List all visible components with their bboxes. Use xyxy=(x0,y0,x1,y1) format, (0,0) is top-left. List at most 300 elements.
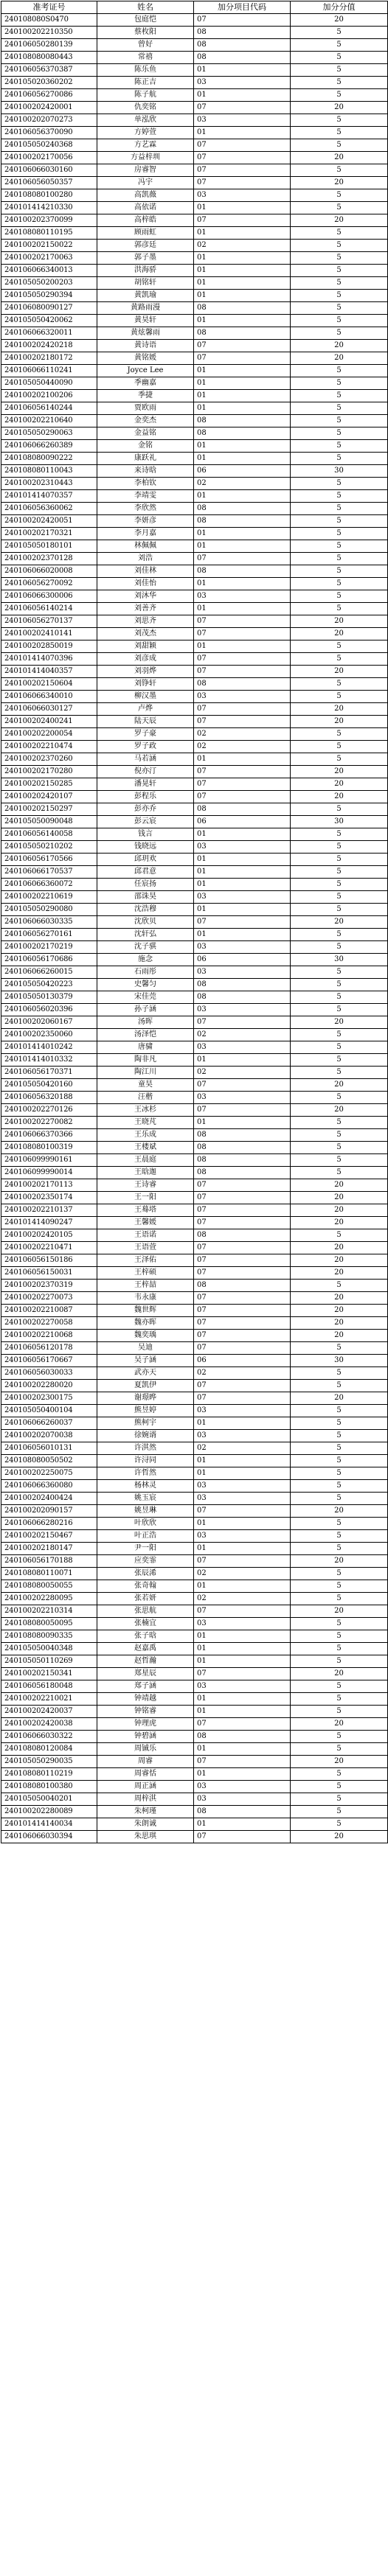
table-row xyxy=(1,27,388,39)
table-row xyxy=(1,1192,388,1204)
table-row xyxy=(1,628,388,640)
name-cell: 周梓淇 xyxy=(97,1793,194,1806)
exam-id-cell: 240100202150297 xyxy=(1,803,97,816)
exam-id-cell: 240100202210474 xyxy=(1,741,97,753)
table-row xyxy=(1,1204,388,1217)
bonus-points-cell: 20 xyxy=(291,102,388,114)
bonus-code-cell: 07 xyxy=(194,916,291,929)
exam-id-cell: 240100202270126 xyxy=(1,1104,97,1117)
bonus-code-cell: 01 xyxy=(194,1117,291,1129)
exam-id-cell: 240101414210330 xyxy=(1,202,97,214)
name-cell: 刘佳怡 xyxy=(97,578,194,590)
exam-id-cell: 240100202280095 xyxy=(1,1593,97,1605)
exam-id-cell: 240100202270073 xyxy=(1,1292,97,1305)
bonus-code-cell: 03 xyxy=(194,114,291,127)
exam-id-cell: 240100202210068 xyxy=(1,1330,97,1342)
name-cell: 王梓喆 xyxy=(97,1280,194,1292)
exam-id-cell: 240108080090335 xyxy=(1,1630,97,1643)
table-row xyxy=(1,377,388,390)
name-cell: 沈浩穆 xyxy=(97,904,194,916)
bonus-points-cell: 5 xyxy=(291,841,388,854)
bonus-code-cell: 07 xyxy=(194,1317,291,1330)
table-row xyxy=(1,440,388,453)
table-row xyxy=(1,1756,388,1768)
bonus-code-cell: 07 xyxy=(194,778,291,791)
name-cell: 李靖雯 xyxy=(97,490,194,503)
name-cell: 赵哲瀚 xyxy=(97,1655,194,1668)
bonus-code-cell: 01 xyxy=(194,1655,291,1668)
bonus-points-cell: 5 xyxy=(291,678,388,691)
exam-id-cell: 240100202150604 xyxy=(1,678,97,691)
name-cell: 刘佳林 xyxy=(97,565,194,578)
exam-id-cell: 240105050290063 xyxy=(1,427,97,440)
bonus-code-cell: 03 xyxy=(194,1781,291,1793)
bonus-points-cell: 20 xyxy=(291,1330,388,1342)
bonus-code-cell: 01 xyxy=(194,315,291,327)
exam-id-cell: 240106066110241 xyxy=(1,365,97,377)
name-cell: 汤晖 xyxy=(97,1016,194,1029)
table-row xyxy=(1,666,388,678)
table-row xyxy=(1,453,388,465)
bonus-code-cell: 03 xyxy=(194,891,291,904)
bonus-points-cell: 5 xyxy=(291,252,388,265)
bonus-points-cell: 5 xyxy=(291,1342,388,1355)
name-cell: 王冰杉 xyxy=(97,1104,194,1117)
name-cell: 蔡枚阳 xyxy=(97,27,194,39)
bonus-points-cell: 20 xyxy=(291,1242,388,1254)
bonus-points-cell: 20 xyxy=(291,1756,388,1768)
exam-id-cell: 240105050240368 xyxy=(1,139,97,152)
name-cell: 陈乐鱼 xyxy=(97,64,194,77)
name-cell: 罗子政 xyxy=(97,741,194,753)
exam-id-cell: 240106066030335 xyxy=(1,916,97,929)
name-cell: 吴迪 xyxy=(97,1342,194,1355)
exam-id-cell: 240106066340010 xyxy=(1,691,97,703)
bonus-code-cell: 08 xyxy=(194,39,291,52)
exam-id-cell: 240105050180101 xyxy=(1,540,97,553)
exam-id-cell: 240106056270086 xyxy=(1,89,97,102)
bonus-code-cell: 01 xyxy=(194,904,291,916)
bonus-points-cell: 20 xyxy=(291,1292,388,1305)
exam-id-cell: 240100202370099 xyxy=(1,214,97,227)
bonus-code-cell: 07 xyxy=(194,177,291,189)
table-row xyxy=(1,1417,388,1430)
bonus-points-cell: 5 xyxy=(291,52,388,64)
bonus-points-cell: 5 xyxy=(291,1580,388,1593)
table-row xyxy=(1,1142,388,1154)
table-row xyxy=(1,904,388,916)
name-cell: 刘羽烨 xyxy=(97,666,194,678)
name-cell: 张奇翰 xyxy=(97,1580,194,1593)
table-row xyxy=(1,515,388,528)
exam-id-cell: 240100202170321 xyxy=(1,528,97,540)
name-cell: 许浔同 xyxy=(97,1455,194,1467)
exam-id-cell: 240100202210137 xyxy=(1,1204,97,1217)
header-bonus-points: 加分分值 xyxy=(291,1,388,14)
name-cell: 刘茂杰 xyxy=(97,628,194,640)
bonus-code-cell: 01 xyxy=(194,1818,291,1831)
exam-id-cell: 240100202310443 xyxy=(1,478,97,490)
bonus-code-cell: 08 xyxy=(194,991,291,1004)
bonus-code-cell: 03 xyxy=(194,1004,291,1016)
table-row xyxy=(1,1568,388,1580)
name-cell: 包庭恺 xyxy=(97,14,194,27)
exam-id-cell: 240106056050357 xyxy=(1,177,97,189)
name-cell: 汤泽恺 xyxy=(97,1029,194,1041)
exam-id-cell: 240106066260037 xyxy=(1,1417,97,1430)
bonus-points-cell: 5 xyxy=(291,1430,388,1442)
table-row xyxy=(1,1405,388,1417)
bonus-points-cell: 5 xyxy=(291,979,388,991)
bonus-points-cell: 5 xyxy=(291,854,388,866)
bonus-points-cell: 5 xyxy=(291,402,388,415)
bonus-code-cell: 03 xyxy=(194,1530,291,1543)
bonus-points-cell: 5 xyxy=(291,127,388,139)
bonus-points-cell: 20 xyxy=(291,14,388,27)
exam-id-cell: 240100202210314 xyxy=(1,1605,97,1618)
bonus-code-cell: 03 xyxy=(194,941,291,954)
bonus-points-cell: 20 xyxy=(291,666,388,678)
bonus-code-cell: 07 xyxy=(194,653,291,666)
table-row xyxy=(1,1254,388,1267)
name-cell: 张思航 xyxy=(97,1605,194,1618)
table-row xyxy=(1,1818,388,1831)
bonus-code-cell: 07 xyxy=(194,1079,291,1092)
exam-id-cell: 240105050290080 xyxy=(1,904,97,916)
bonus-code-cell: 01 xyxy=(194,227,291,240)
table-row xyxy=(1,240,388,252)
table-row xyxy=(1,1067,388,1079)
bonus-code-cell: 07 xyxy=(194,1392,291,1405)
bonus-points-cell: 20 xyxy=(291,703,388,716)
name-cell: 柳汉墨 xyxy=(97,691,194,703)
table-row xyxy=(1,766,388,778)
bonus-code-cell: 01 xyxy=(194,1580,291,1593)
bonus-code-cell: 01 xyxy=(194,578,291,590)
bonus-code-cell: 07 xyxy=(194,703,291,716)
bonus-points-cell: 5 xyxy=(291,503,388,515)
exam-id-cell: 240105050210202 xyxy=(1,841,97,854)
bonus-code-cell: 03 xyxy=(194,1480,291,1493)
exam-id-cell: 240100202070038 xyxy=(1,1430,97,1442)
bonus-code-cell: 07 xyxy=(194,716,291,728)
table-row xyxy=(1,1367,388,1380)
bonus-points-cell: 20 xyxy=(291,177,388,189)
bonus-code-cell: 01 xyxy=(194,1768,291,1781)
name-cell: 汪楷 xyxy=(97,1092,194,1104)
name-cell: 徐婉谞 xyxy=(97,1430,194,1442)
bonus-points-cell: 5 xyxy=(291,39,388,52)
table-row xyxy=(1,1493,388,1505)
table-row xyxy=(1,52,388,64)
exam-id-cell: 240105050290394 xyxy=(1,290,97,302)
exam-id-cell: 240100202420105 xyxy=(1,1229,97,1242)
name-cell: 陶江川 xyxy=(97,1067,194,1079)
table-row xyxy=(1,1117,388,1129)
bonus-points-cell: 5 xyxy=(291,1167,388,1179)
bonus-points-cell: 20 xyxy=(291,766,388,778)
table-row xyxy=(1,1004,388,1016)
exam-id-cell: 240106066020008 xyxy=(1,565,97,578)
exam-id-cell: 240106056150186 xyxy=(1,1254,97,1267)
exam-id-cell: 240100202420218 xyxy=(1,340,97,352)
table-row xyxy=(1,1655,388,1668)
name-cell: 贾欧雨 xyxy=(97,402,194,415)
table-row xyxy=(1,753,388,766)
table-row xyxy=(1,503,388,515)
bonus-code-cell: 08 xyxy=(194,1731,291,1743)
exam-id-cell: 240106056010131 xyxy=(1,1442,97,1455)
header-exam-id: 准考证号 xyxy=(1,1,97,14)
bonus-code-cell: 01 xyxy=(194,290,291,302)
exam-id-cell: 240100202090157 xyxy=(1,1505,97,1518)
exam-id-cell: 240106066260389 xyxy=(1,440,97,453)
name-cell: 倪亦汀 xyxy=(97,766,194,778)
table-row xyxy=(1,1555,388,1568)
bonus-code-cell: 08 xyxy=(194,678,291,691)
exam-id-cell: 240100202420037 xyxy=(1,1706,97,1718)
name-cell: 刘善齐 xyxy=(97,603,194,615)
bonus-code-cell: 06 xyxy=(194,465,291,478)
name-cell: 单泓欣 xyxy=(97,114,194,127)
exam-id-cell: 240100202370128 xyxy=(1,553,97,565)
name-cell: 金益铭 xyxy=(97,427,194,440)
exam-id-cell: 240106056170686 xyxy=(1,954,97,966)
table-row xyxy=(1,214,388,227)
table-row xyxy=(1,1605,388,1618)
bonus-code-cell: 08 xyxy=(194,565,291,578)
name-cell: 胡铭轩 xyxy=(97,277,194,290)
name-cell: 来诗晗 xyxy=(97,465,194,478)
bonus-code-cell: 07 xyxy=(194,1380,291,1392)
bonus-code-cell: 01 xyxy=(194,1706,291,1718)
table-row xyxy=(1,1305,388,1317)
bonus-code-cell: 03 xyxy=(194,1092,291,1104)
bonus-code-cell: 01 xyxy=(194,603,291,615)
bonus-code-cell: 02 xyxy=(194,1568,291,1580)
bonus-points-cell: 5 xyxy=(291,1129,388,1142)
table-row xyxy=(1,1768,388,1781)
bonus-points-cell: 5 xyxy=(291,1054,388,1067)
exam-id-cell: 240105050090048 xyxy=(1,816,97,828)
table-row xyxy=(1,703,388,716)
table-row xyxy=(1,1543,388,1555)
name-cell: 王语萱 xyxy=(97,1242,194,1254)
bonus-points-cell: 5 xyxy=(291,640,388,653)
bonus-code-cell: 03 xyxy=(194,1493,291,1505)
name-cell: 王泽佑 xyxy=(97,1254,194,1267)
table-row xyxy=(1,1781,388,1793)
bonus-points-cell: 5 xyxy=(291,991,388,1004)
table-row xyxy=(1,1041,388,1054)
name-cell: 刘沐华 xyxy=(97,590,194,603)
table-row xyxy=(1,640,388,653)
exam-id-cell: 240100202370319 xyxy=(1,1280,97,1292)
bonus-code-cell: 08 xyxy=(194,1806,291,1818)
bonus-code-cell: 06 xyxy=(194,954,291,966)
bonus-code-cell: 02 xyxy=(194,1442,291,1455)
bonus-points-cell: 5 xyxy=(291,114,388,127)
bonus-code-cell: 01 xyxy=(194,202,291,214)
table-row xyxy=(1,1618,388,1630)
bonus-points-cell: 5 xyxy=(291,1480,388,1493)
bonus-points-cell: 20 xyxy=(291,1204,388,1217)
bonus-points-cell: 5 xyxy=(291,1405,388,1417)
exam-id-cell: 240100202180147 xyxy=(1,1543,97,1555)
exam-id-cell: 240105050110269 xyxy=(1,1655,97,1668)
table-row xyxy=(1,979,388,991)
bonus-code-cell: 01 xyxy=(194,828,291,841)
table-row xyxy=(1,741,388,753)
name-cell: 邱君意 xyxy=(97,866,194,879)
name-cell: 魏亦晖 xyxy=(97,1317,194,1330)
table-row xyxy=(1,102,388,114)
exam-id-cell: 240108080110071 xyxy=(1,1568,97,1580)
bonus-points-cell: 5 xyxy=(291,1743,388,1756)
exam-id-cell: 240106066320011 xyxy=(1,327,97,340)
bonus-code-cell: 07 xyxy=(194,1831,291,1843)
score-table xyxy=(1,1,388,1843)
bonus-code-cell: 01 xyxy=(194,1543,291,1555)
bonus-points-cell: 5 xyxy=(291,1092,388,1104)
bonus-points-cell: 20 xyxy=(291,1179,388,1192)
name-cell: 钟碧涵 xyxy=(97,1731,194,1743)
name-cell: 郑子涵 xyxy=(97,1680,194,1693)
bonus-points-cell: 5 xyxy=(291,1593,388,1605)
bonus-code-cell: 03 xyxy=(194,77,291,89)
bonus-code-cell: 08 xyxy=(194,803,291,816)
exam-id-cell: 240106056140244 xyxy=(1,402,97,415)
exam-id-cell: 240100202270082 xyxy=(1,1117,97,1129)
bonus-code-cell: 01 xyxy=(194,528,291,540)
table-row xyxy=(1,490,388,503)
bonus-code-cell: 03 xyxy=(194,841,291,854)
bonus-code-cell: 03 xyxy=(194,590,291,603)
exam-id-cell: 240108080100319 xyxy=(1,1142,97,1154)
table-row xyxy=(1,1355,388,1367)
name-cell: 邱玥欢 xyxy=(97,854,194,866)
bonus-points-cell: 20 xyxy=(291,628,388,640)
name-cell: 季幽嘉 xyxy=(97,377,194,390)
name-cell: 姚昱琳 xyxy=(97,1505,194,1518)
bonus-points-cell: 5 xyxy=(291,941,388,954)
name-cell: 季捷 xyxy=(97,390,194,402)
exam-id-cell: 240106056270161 xyxy=(1,929,97,941)
table-row xyxy=(1,64,388,77)
bonus-points-cell: 5 xyxy=(291,1004,388,1016)
table-row xyxy=(1,1442,388,1455)
table-row xyxy=(1,189,388,202)
bonus-points-cell: 30 xyxy=(291,954,388,966)
bonus-points-cell: 5 xyxy=(291,1417,388,1430)
bonus-points-cell: 5 xyxy=(291,515,388,528)
table-row xyxy=(1,415,388,427)
bonus-code-cell: 02 xyxy=(194,1367,291,1380)
exam-id-cell: 240101414010332 xyxy=(1,1054,97,1067)
bonus-points-cell: 20 xyxy=(291,1267,388,1280)
exam-id-cell: 240100202210021 xyxy=(1,1693,97,1706)
bonus-code-cell: 07 xyxy=(194,553,291,565)
table-row xyxy=(1,1179,388,1192)
table-row xyxy=(1,1643,388,1655)
bonus-points-cell: 5 xyxy=(291,904,388,916)
bonus-points-cell: 5 xyxy=(291,891,388,904)
bonus-points-cell: 5 xyxy=(291,327,388,340)
exam-id-cell: 240105050420062 xyxy=(1,315,97,327)
table-row xyxy=(1,252,388,265)
table-row xyxy=(1,1267,388,1280)
bonus-points-cell: 5 xyxy=(291,315,388,327)
bonus-points-cell: 5 xyxy=(291,164,388,177)
name-cell: 孙子涵 xyxy=(97,1004,194,1016)
name-cell: 彭亦乔 xyxy=(97,803,194,816)
bonus-points-cell: 5 xyxy=(291,653,388,666)
table-row xyxy=(1,365,388,377)
bonus-code-cell: 07 xyxy=(194,1330,291,1342)
name-cell: 王一阳 xyxy=(97,1192,194,1204)
name-cell: 吴子涵 xyxy=(97,1355,194,1367)
bonus-code-cell: 03 xyxy=(194,1405,291,1417)
bonus-points-cell: 5 xyxy=(291,1693,388,1706)
exam-id-cell: 240106066030160 xyxy=(1,164,97,177)
bonus-points-cell: 5 xyxy=(291,1154,388,1167)
name-cell: 钟靖越 xyxy=(97,1693,194,1706)
bonus-points-cell: 20 xyxy=(291,778,388,791)
exam-id-cell: 240108080050095 xyxy=(1,1618,97,1630)
exam-id-cell: 240101414040357 xyxy=(1,666,97,678)
bonus-code-cell: 08 xyxy=(194,427,291,440)
table-row xyxy=(1,340,388,352)
table-row xyxy=(1,1718,388,1731)
exam-id-cell: 240106056020396 xyxy=(1,1004,97,1016)
table-row xyxy=(1,528,388,540)
table-row xyxy=(1,916,388,929)
bonus-code-cell: 01 xyxy=(194,640,291,653)
bonus-points-cell: 5 xyxy=(291,189,388,202)
exam-id-cell: 240106066280216 xyxy=(1,1518,97,1530)
header-row xyxy=(1,1,388,14)
bonus-points-cell: 5 xyxy=(291,240,388,252)
name-cell: 韦永康 xyxy=(97,1292,194,1305)
bonus-points-cell: 5 xyxy=(291,365,388,377)
table-row xyxy=(1,290,388,302)
bonus-code-cell: 01 xyxy=(194,866,291,879)
bonus-code-cell: 07 xyxy=(194,791,291,803)
name-cell: 顾雨虹 xyxy=(97,227,194,240)
table-row xyxy=(1,1793,388,1806)
exam-id-cell: 240106056170371 xyxy=(1,1067,97,1079)
bonus-points-cell: 5 xyxy=(291,728,388,741)
exam-id-cell: 240108080110043 xyxy=(1,465,97,478)
exam-id-cell: 240108080080443 xyxy=(1,52,97,64)
table-row xyxy=(1,929,388,941)
bonus-code-cell: 01 xyxy=(194,277,291,290)
bonus-points-cell: 20 xyxy=(291,916,388,929)
bonus-points-cell: 20 xyxy=(291,1392,388,1405)
exam-id-cell: 240100202070273 xyxy=(1,114,97,127)
name-cell: 郭彦廷 xyxy=(97,240,194,252)
bonus-points-cell: 5 xyxy=(291,415,388,427)
bonus-points-cell: 20 xyxy=(291,1605,388,1618)
exam-id-cell: 240106056270137 xyxy=(1,615,97,628)
table-row xyxy=(1,803,388,816)
exam-id-cell: 240100202420001 xyxy=(1,102,97,114)
name-cell: 方益梓圳 xyxy=(97,152,194,164)
bonus-code-cell: 07 xyxy=(194,1605,291,1618)
table-row xyxy=(1,352,388,365)
table-row xyxy=(1,315,388,327)
table-row xyxy=(1,265,388,277)
